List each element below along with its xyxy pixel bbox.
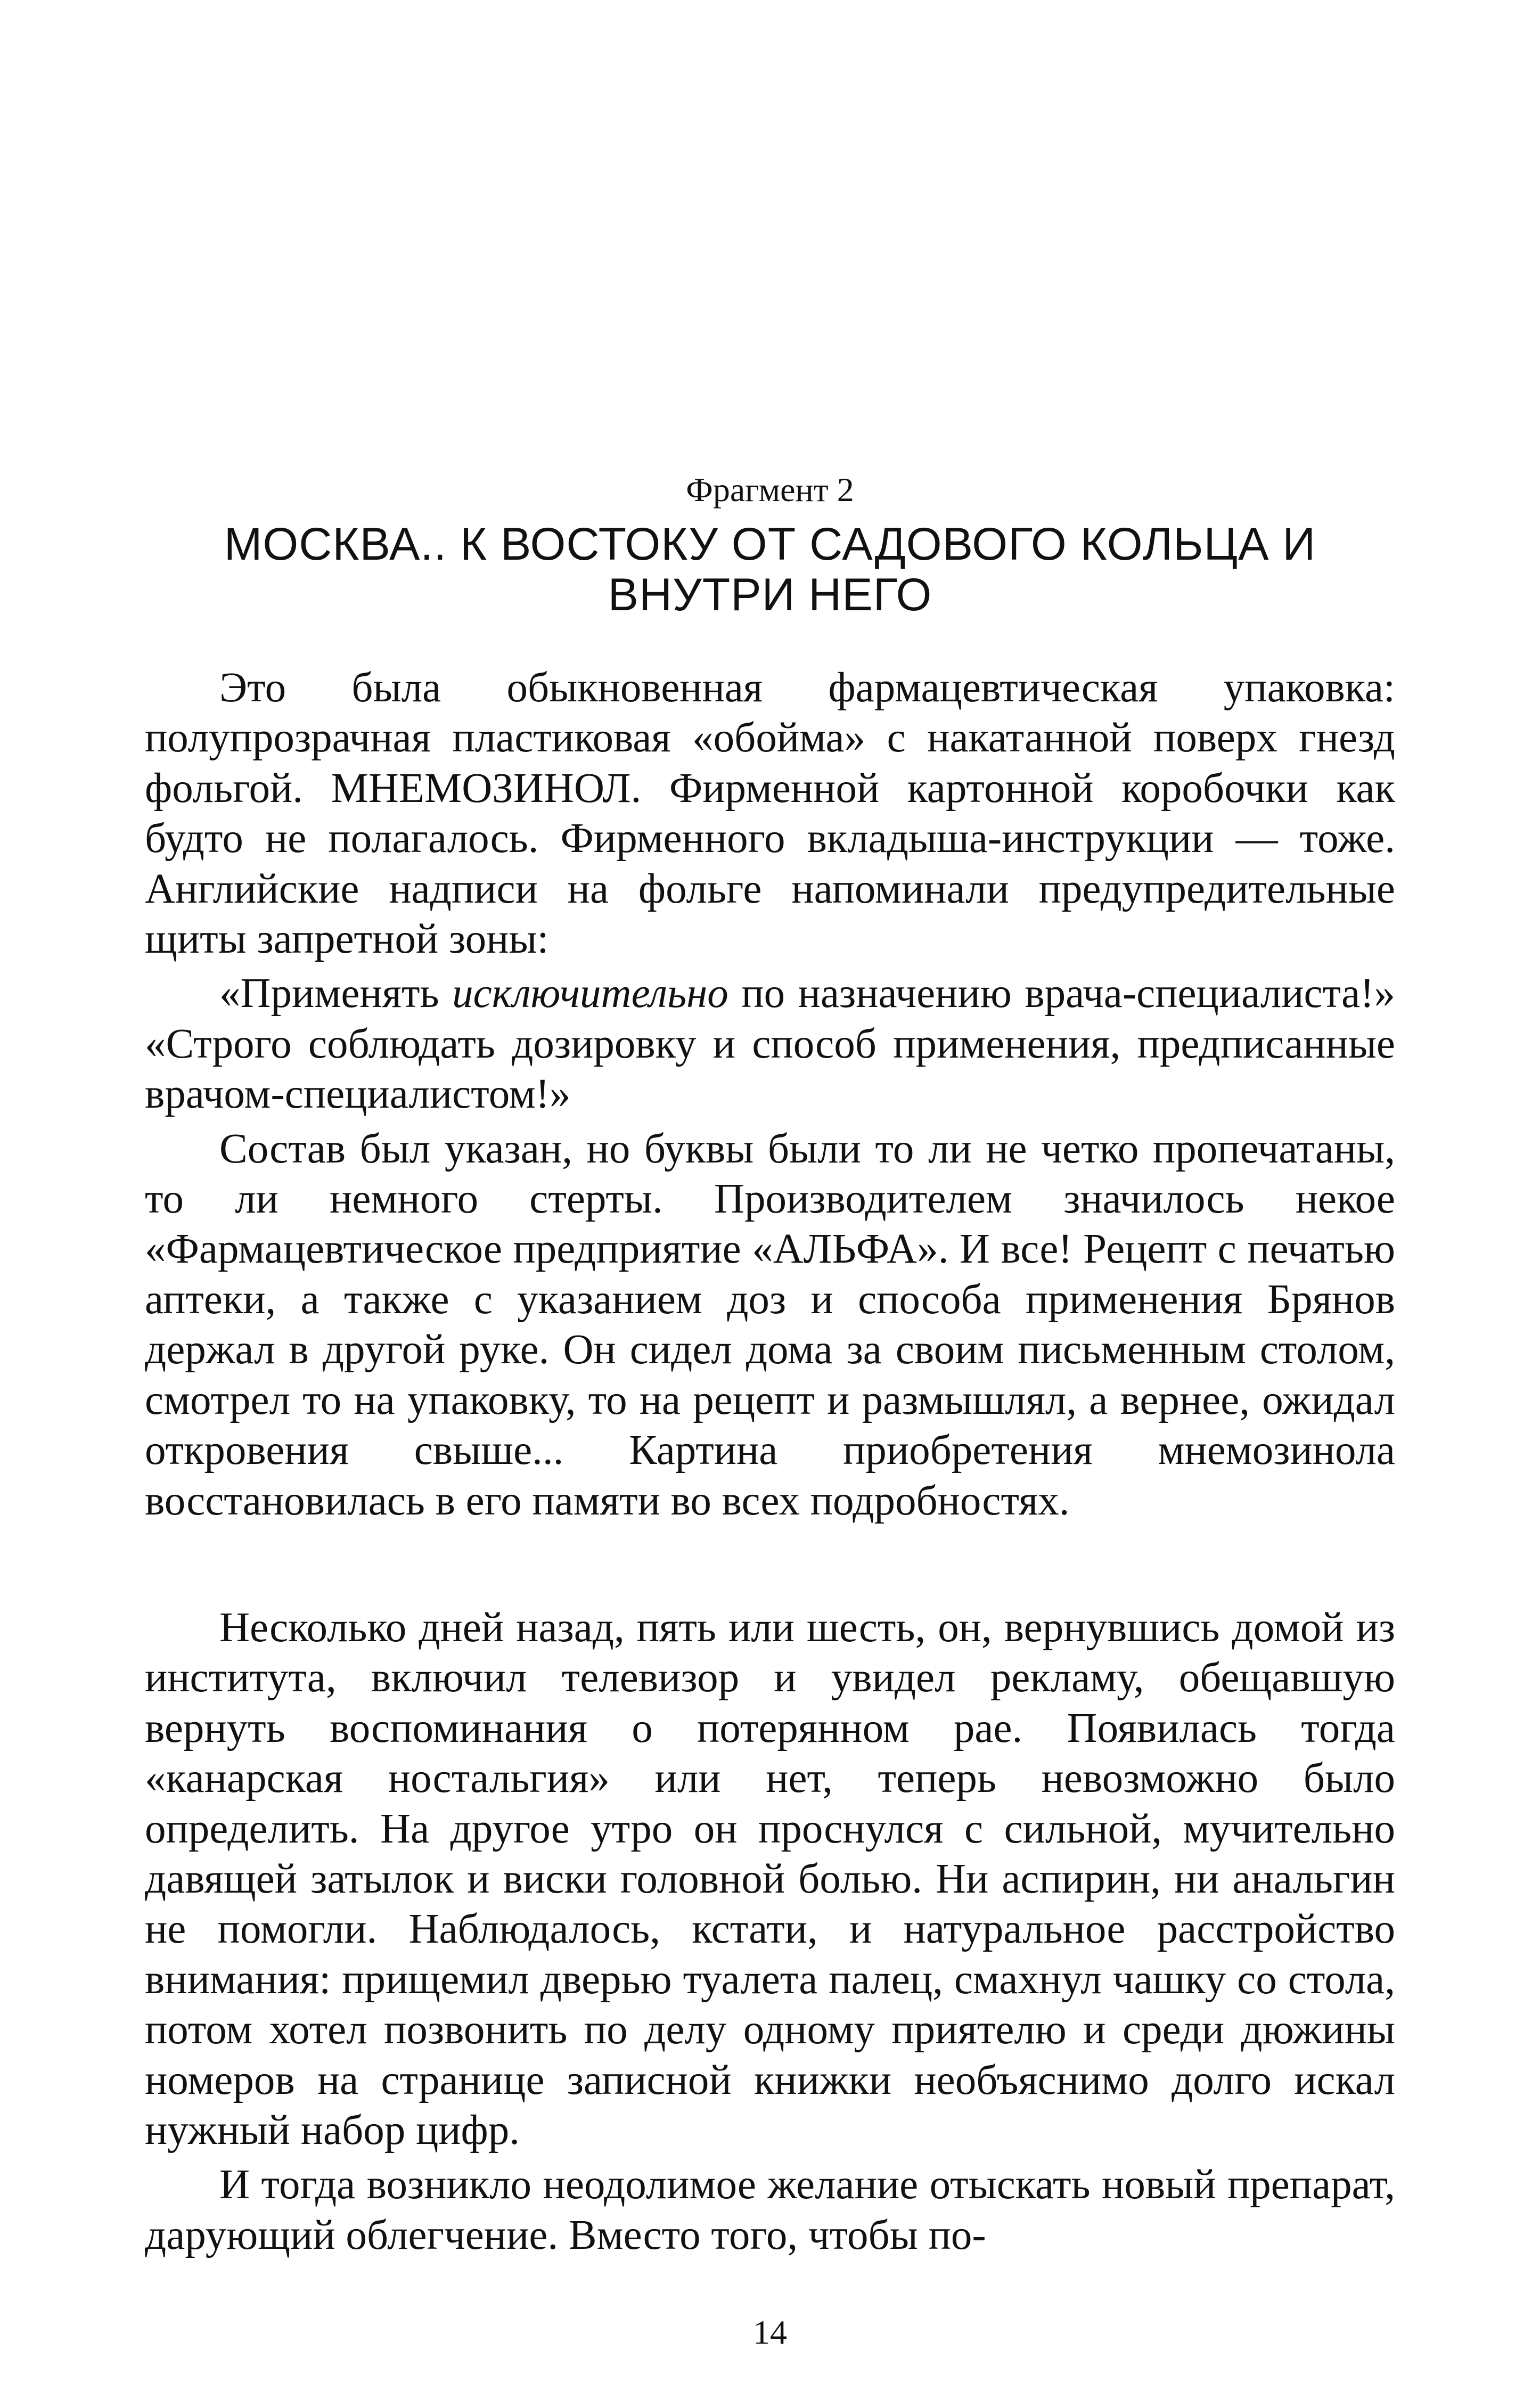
paragraph: Это была обыкновенная фармацевтическая упаковка: полупрозрачная пластиковая «обойма» с накатанной поверх гнезд фольгой. МНЕМОЗИНОЛ. Фирменной картонной коробочки как будто не полагалось. Фирменного вкладыша-инструкции — тоже. Английские надписи на фольге напоминали предупредительные щиты запретной зоны: bbox=[145, 665, 1395, 963]
text-section-1 bbox=[145, 663, 1395, 1530]
paragraph-with-emphasis bbox=[145, 969, 1395, 1119]
fragment-label: Фрагмент 2 bbox=[686, 471, 854, 509]
page-number: 14 bbox=[753, 2313, 787, 2351]
emphasis-text: исключительно bbox=[452, 970, 728, 1017]
text-section-2 bbox=[145, 1603, 1395, 2265]
paragraph: Состав был указан, но буквы были то ли не четко пропечатаны, то ли немного стерты. Производителем значилось некое «Фармацевтическое предприятие «АЛЬФА». И все! Рецепт с печатью аптеки, а также с указанием доз и способа применения Брянов держал в другой руке. Он сидел дома за своим письменным столом, смотрел то на упаковку, то на рецепт и размышлял, а вернее, ожидал откровения свыше... Картина приобретения мнемозинола восстановилась в его памяти во всех подробностях. bbox=[145, 1125, 1395, 1524]
paragraph: Несколько дней назад, пять или шесть, он, вернувшись домой из института, включил телевизор и увидел рекламу, обещавшую вернуть воспоминания о потерянном рае. Появилась тогда «канарская ностальгия» или нет, теперь невозможно было определить. На другое утро он проснулся с сильной, мучительно давящей затылок и виски головной болью. Ни аспирин, ни анальгин не помогли. Наблюдалось, кстати, и натуральное расстройство внимания: прищемил дверью туалета палец, смахнул чашку со стола, потом хотел позвонить по делу одному приятелю и среди дюжины номеров на странице записной книжки необъяснимо долго искал нужный набор цифр. bbox=[145, 1604, 1395, 2154]
paragraph-text: «Применять bbox=[219, 970, 453, 1017]
paragraph: И тогда возникло неодолимое желание отыскать новый препарат, дарующий облегчение. Вместо того, чтобы по- bbox=[145, 2162, 1395, 2258]
chapter-title: МОСКВА.. К ВОСТОКУ ОТ САДОВОГО КОЛЬЦА И ВНУТРИ НЕГО bbox=[224, 519, 1316, 620]
paragraph-text: по назначению врача-специалиста!» «Строго соблюдать дозировку и способ применения, предписанные врачом-специалистом!» bbox=[145, 970, 1395, 1118]
